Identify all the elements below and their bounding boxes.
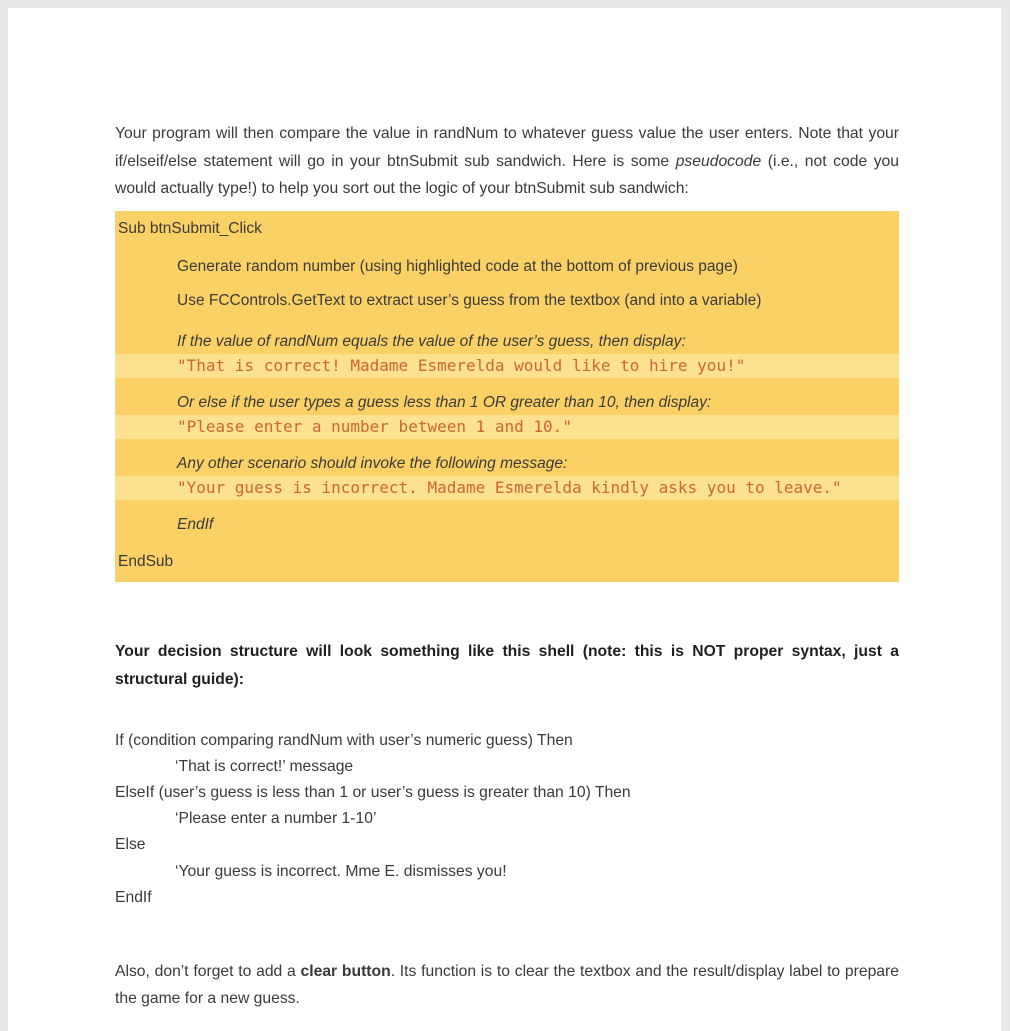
pseudocode-code-line: "That is correct! Madame Esmerelda would like to hire you!": [115, 354, 899, 378]
pseudocode-block: [115, 211, 899, 582]
shell-block: [115, 728, 899, 911]
pseudocode-code-line: "Please enter a number between 1 and 10.": [115, 415, 899, 439]
footer-text-1: Also, don’t forget to add a: [115, 962, 301, 980]
intro-paragraph: [115, 120, 899, 203]
pseudocode-line: Or else if the user types a guess less than 1 OR greater than 10, then display:: [177, 393, 712, 411]
intro-text-1: Your program will then compare the value in randNum to whatever guess value the user enters. Note that your if/elseif/else statement will go in your btnSubmit sub sandwich. Here is some: [115, 125, 899, 170]
footer-bold: clear button: [300, 962, 391, 980]
pseudocode-line: Generate random number (using highlighted code at the bottom of previous page): [177, 257, 738, 275]
pseudocode-line: Any other scenario should invoke the following message:: [177, 454, 568, 472]
shell-line: ‘That is correct!’ message: [175, 757, 354, 775]
pseudocode-line: If the value of randNum equals the value of the user’s guess, then display:: [177, 332, 686, 350]
footer-paragraph: [115, 958, 899, 1013]
shell-line: If (condition comparing randNum with user’s numeric guess) Then: [115, 731, 573, 749]
shell-line: ‘Your guess is incorrect. Mme E. dismisses you!: [175, 862, 507, 880]
intro-text-2: (i.e., not code you would actually type!) to help you sort out the logic of your btnSubmit sub sandwich:: [115, 152, 899, 197]
shell-line: EndIf: [115, 888, 152, 906]
pseudocode-code-line: "Your guess is incorrect. Madame Esmerelda kindly asks you to leave.": [115, 476, 899, 500]
shell-line: Else: [115, 836, 146, 854]
document-page: [8, 8, 1001, 1031]
pseudocode-line: EndSub: [118, 552, 174, 570]
pseudocode-line: Sub btnSubmit_Click: [118, 219, 262, 237]
shell-heading: Your decision structure will look something like this shell (note: this is NOT proper syntax, just a structural guide):: [115, 642, 899, 688]
intro-italic-word: pseudocode: [675, 152, 762, 170]
footer-text-2: . Its function is to clear the textbox and the result/display label to prepare the game for a new guess.: [115, 962, 899, 1008]
shell-line: ElseIf (user’s guess is less than 1 or user’s guess is greater than 10) Then: [115, 783, 631, 801]
pseudocode-line: Use FCControls.GetText to extract user’s guess from the textbox (and into a variable): [177, 291, 762, 309]
shell-line: ‘Please enter a number 1-10’: [175, 810, 377, 828]
pseudocode-line: EndIf: [177, 515, 214, 533]
